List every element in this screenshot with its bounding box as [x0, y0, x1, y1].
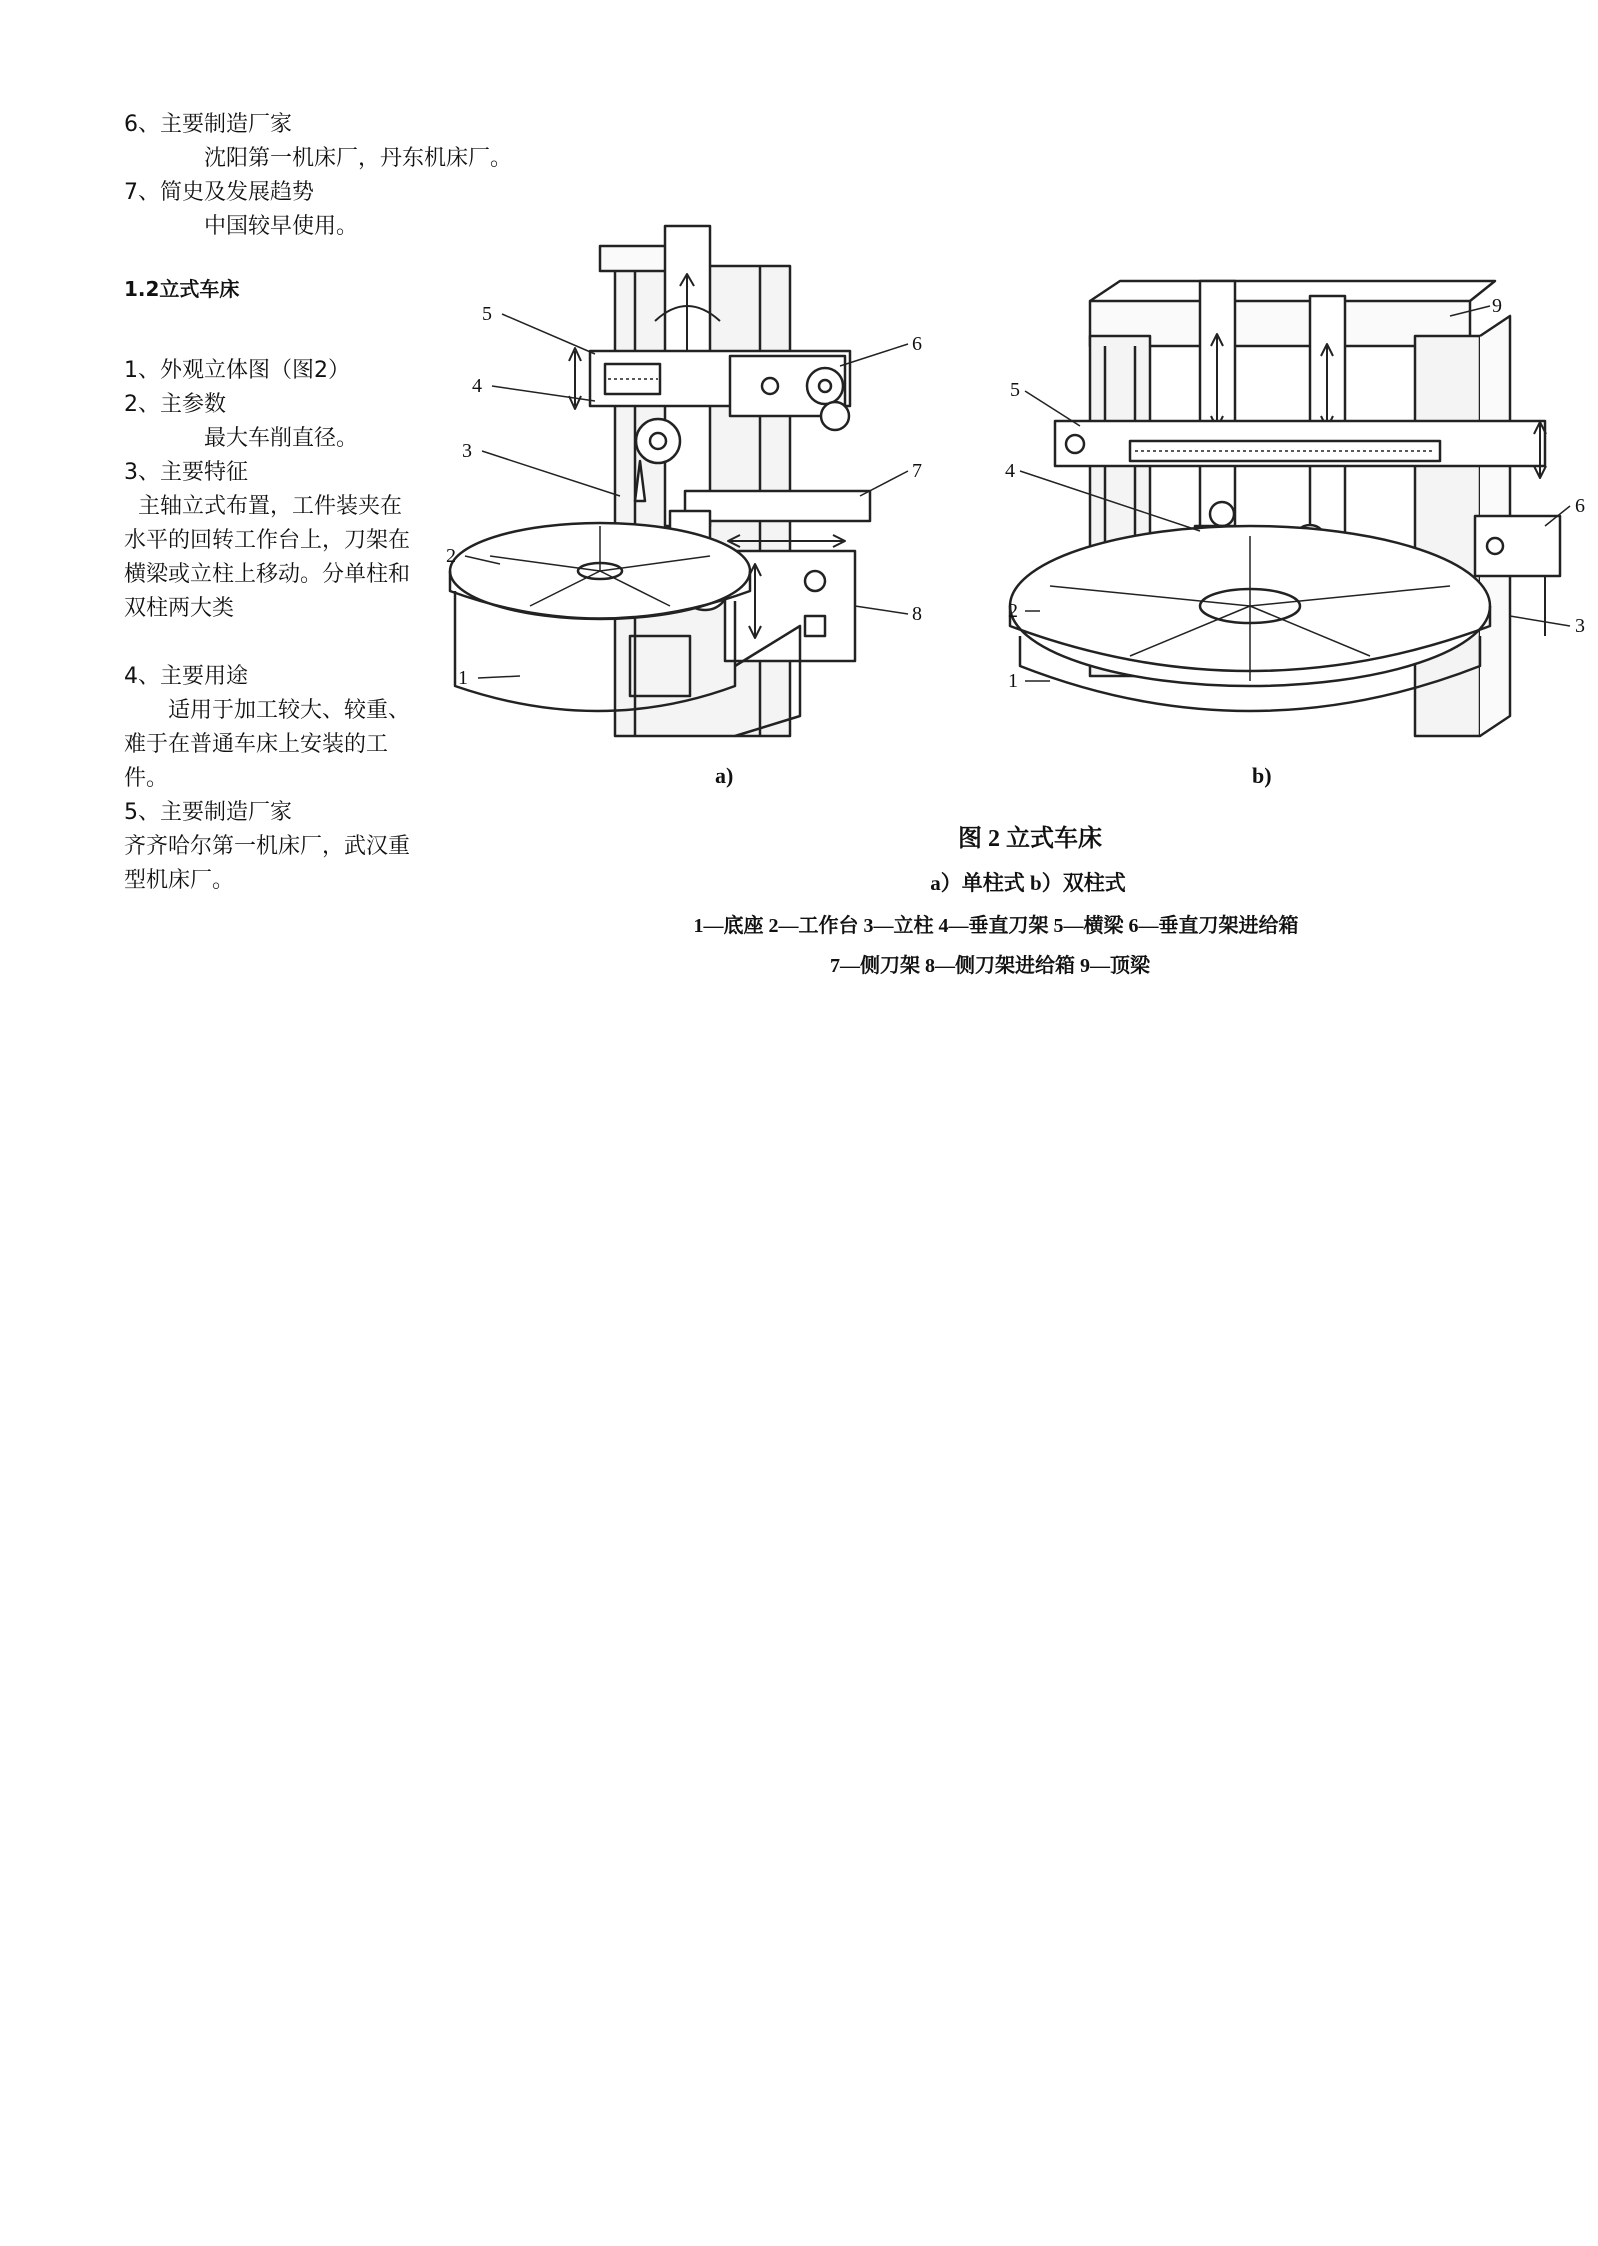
manufacturers-6-text: 沈阳第一机床厂，丹东机床厂。	[204, 146, 513, 171]
section-heading: 1.2立式车床	[124, 277, 240, 301]
item-4-text: 适用于加工较大、较重、难于在普通车床上安装的工件。	[124, 698, 411, 791]
item-3-heading: 3、主要特征	[124, 460, 248, 485]
label-b-3: 3	[1575, 615, 1585, 637]
item-5-paragraph	[124, 830, 414, 898]
label-b-1: 1	[1008, 670, 1018, 692]
figure-legend-line-1: 1—底座 2—工作台 3—立柱 4—垂直刀架 5—横梁 6—垂直刀架进给箱	[693, 915, 1299, 937]
heading-manufacturers-6: 6、主要制造厂家	[124, 112, 292, 137]
item-4-heading: 4、主要用途	[124, 664, 248, 689]
caption-sub-b: b)	[1252, 763, 1272, 788]
heading-history-7: 7、简史及发展趋势	[124, 180, 314, 205]
item-3-text: 主轴立式布置，工件装夹在水平的回转工作台上，刀架在横梁或立柱上移动。分单柱和双柱两大类	[124, 494, 411, 621]
figure-subtitle: a）单柱式 b）双柱式	[930, 871, 1126, 895]
figure-drawing	[430, 196, 1598, 1006]
item-5-heading: 5、主要制造厂家	[124, 800, 292, 825]
label-b-6: 6	[1575, 495, 1585, 517]
history-7-text: 中国较早使用。	[204, 214, 359, 239]
item-1-heading: 1、外观立体图（图2）	[124, 358, 350, 383]
machine-b	[1010, 281, 1560, 736]
label-b-5: 5	[1010, 379, 1020, 401]
label-a-1: 1	[458, 667, 468, 689]
item-3-paragraph	[124, 490, 414, 626]
item-2-heading: 2、主参数	[124, 392, 226, 417]
label-b-4: 4	[1005, 460, 1015, 482]
label-a-3: 3	[462, 440, 472, 462]
figure-title: 图 2 立式车床	[958, 826, 1102, 852]
caption-sub-a: a)	[715, 763, 734, 788]
figure-vertical-lathe	[430, 196, 1598, 1006]
label-a-5: 5	[482, 303, 492, 325]
label-a-8: 8	[912, 603, 922, 625]
label-a-6: 6	[912, 333, 922, 355]
label-a-2: 2	[446, 545, 456, 567]
figure-legend-line-2: 7—侧刀架 8—侧刀架进给箱 9—顶梁	[830, 955, 1150, 977]
label-a-4: 4	[472, 375, 482, 397]
machine-a	[450, 226, 870, 736]
item-4-paragraph	[124, 694, 414, 796]
label-b-9: 9	[1492, 295, 1502, 317]
label-a-7: 7	[912, 460, 922, 482]
item-2-text: 最大车削直径。	[204, 426, 359, 451]
item-5-text: 齐齐哈尔第一机床厂，武汉重型机床厂。	[124, 834, 411, 893]
label-b-2: 2	[1008, 600, 1018, 622]
